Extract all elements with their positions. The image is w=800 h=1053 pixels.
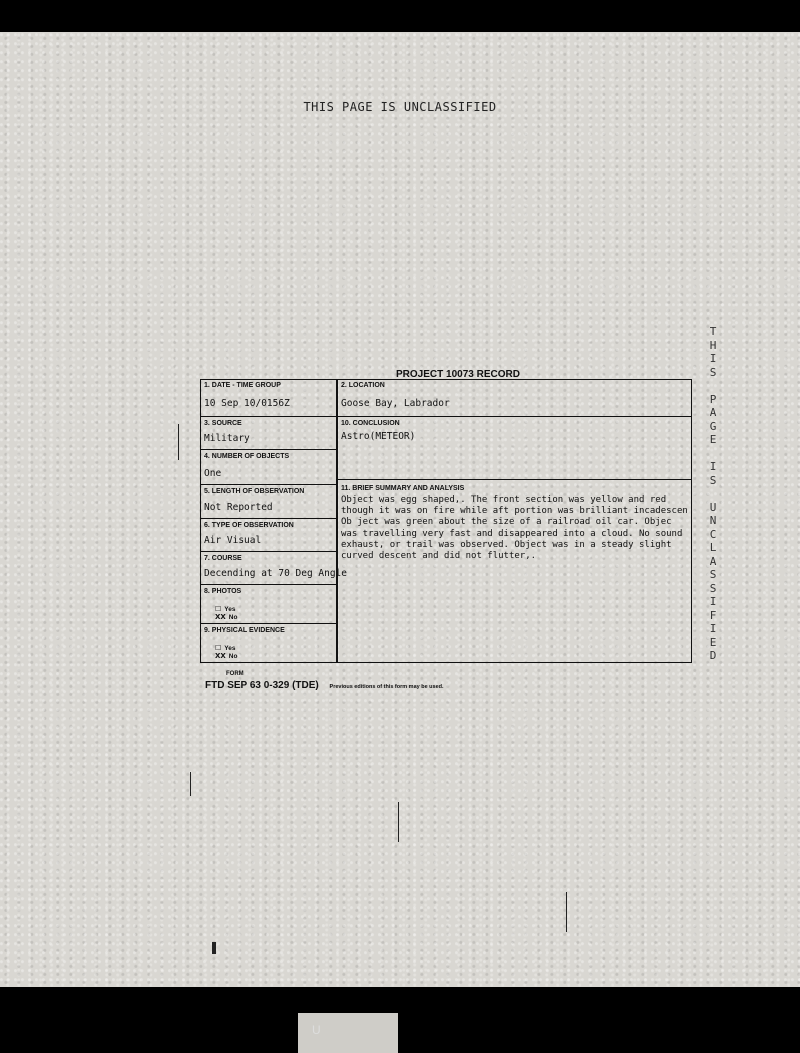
side-banner-letter: H xyxy=(709,338,717,352)
course-value: Decending at 70 Deg Angle xyxy=(204,568,347,579)
bottom-tab-letter: U xyxy=(312,1023,321,1037)
evidence-yes-option[interactable]: ☐ Yes xyxy=(215,644,236,652)
photos-cell xyxy=(201,586,337,624)
type-value: Air Visual xyxy=(204,535,262,546)
summary-line: Ob ject was green about the size of a railroad oil car. Objec xyxy=(341,517,672,528)
photos-label: 8. PHOTOS xyxy=(204,588,242,595)
side-banner-letter: E xyxy=(709,635,717,649)
side-banner-letter: P xyxy=(709,392,717,406)
side-banner-letter: S xyxy=(709,581,717,595)
side-banner-letter: I xyxy=(709,595,717,608)
scan-mark xyxy=(212,942,216,954)
side-banner-letter: I xyxy=(709,622,717,635)
source-value: Military xyxy=(204,433,250,444)
side-banner-letter: I xyxy=(709,352,717,365)
side-banner-letter: I xyxy=(709,460,717,473)
conclusion-label: 10. CONCLUSION xyxy=(341,420,400,427)
side-banner-letter: D xyxy=(709,649,717,662)
checkbox-checked-icon: XX xyxy=(215,613,226,621)
evidence-no-option[interactable]: XX No xyxy=(215,652,238,660)
record-form xyxy=(200,379,692,663)
date-time-cell xyxy=(201,380,337,417)
conclusion-value: Astro(METEOR) xyxy=(341,431,416,442)
side-classification-banner xyxy=(706,325,720,663)
side-banner-letter: S xyxy=(709,473,717,487)
side-banner-letter: F xyxy=(709,608,717,622)
side-banner-letter: A xyxy=(709,406,717,419)
summary-line: exhaust, or trail was observed. Object was in a steady slight xyxy=(341,539,672,550)
form-footer xyxy=(205,671,444,691)
summary-line: though it was on fire while aft portion was brilliant incadescen xyxy=(341,506,688,517)
side-banner-letter: T xyxy=(709,325,717,338)
location-label: 2. LOCATION xyxy=(341,382,385,389)
summary-line: was travelling very fast and disappeared into a cloud. No sound xyxy=(341,528,683,539)
scan-mark xyxy=(190,772,191,796)
side-banner-letter: A xyxy=(709,554,717,568)
photos-no-option[interactable]: XX No xyxy=(215,613,238,621)
evidence-label: 9. PHYSICAL EVIDENCE xyxy=(204,627,285,634)
objects-cell xyxy=(201,451,337,485)
document-page xyxy=(0,32,800,987)
scan-mark xyxy=(566,892,567,932)
location-cell xyxy=(338,380,691,417)
summary-line: curved descent and did not flutter,. xyxy=(341,551,537,562)
side-banner-letter: S xyxy=(709,568,717,581)
scan-mark xyxy=(398,802,399,842)
summary-text xyxy=(341,495,691,562)
checkbox-empty-icon: ☐ xyxy=(215,605,222,613)
length-value: Not Reported xyxy=(204,502,273,513)
type-label: 6. TYPE OF OBSERVATION xyxy=(204,522,294,529)
source-cell xyxy=(201,418,337,450)
objects-value: One xyxy=(204,468,222,479)
record-title: PROJECT 10073 RECORD xyxy=(396,369,520,380)
classification-banner: THIS PAGE IS UNCLASSIFIED xyxy=(303,100,497,114)
conclusion-cell xyxy=(338,418,691,480)
summary-cell xyxy=(338,483,691,663)
type-cell xyxy=(201,520,337,552)
side-banner-letter xyxy=(706,487,720,501)
summary-line: Object was egg shaped,. The front section was yellow and red xyxy=(341,495,667,505)
objects-label: 4. NUMBER OF OBJECTS xyxy=(204,453,290,460)
form-id: FTD SEP 63 0-329 (TDE) xyxy=(205,680,319,691)
side-banner-letter: C xyxy=(709,527,717,541)
evidence-cell xyxy=(201,625,337,663)
checkbox-checked-icon: XX xyxy=(215,652,226,660)
checkbox-empty-icon: ☐ xyxy=(215,644,222,652)
form-note: Previous editions of this form may be used. xyxy=(329,684,444,690)
side-banner-letter: S xyxy=(709,365,717,379)
course-label: 7. COURSE xyxy=(204,555,242,562)
side-banner-letter: E xyxy=(709,433,717,446)
location-value: Goose Bay, Labrador xyxy=(341,398,450,409)
length-cell xyxy=(201,486,337,519)
side-banner-letter xyxy=(706,447,720,461)
side-banner-letter: U xyxy=(709,500,717,514)
date-time-label: 1. DATE - TIME GROUP xyxy=(204,382,281,389)
side-banner-letter: L xyxy=(709,541,717,554)
date-time-value: 10 Sep 10/0156Z xyxy=(204,398,290,409)
summary-label: 11. BRIEF SUMMARY AND ANALYSIS xyxy=(341,485,465,492)
side-banner-letter: G xyxy=(709,419,717,433)
side-banner-letter: N xyxy=(709,514,717,527)
side-banner-letter xyxy=(706,379,720,393)
photos-yes-option[interactable]: ☐ Yes xyxy=(215,605,236,613)
scan-mark xyxy=(178,424,179,460)
form-word: FORM xyxy=(226,671,244,677)
course-cell xyxy=(201,553,347,585)
source-label: 3. SOURCE xyxy=(204,420,242,427)
length-label: 5. LENGTH OF OBSERVATION xyxy=(204,488,305,495)
